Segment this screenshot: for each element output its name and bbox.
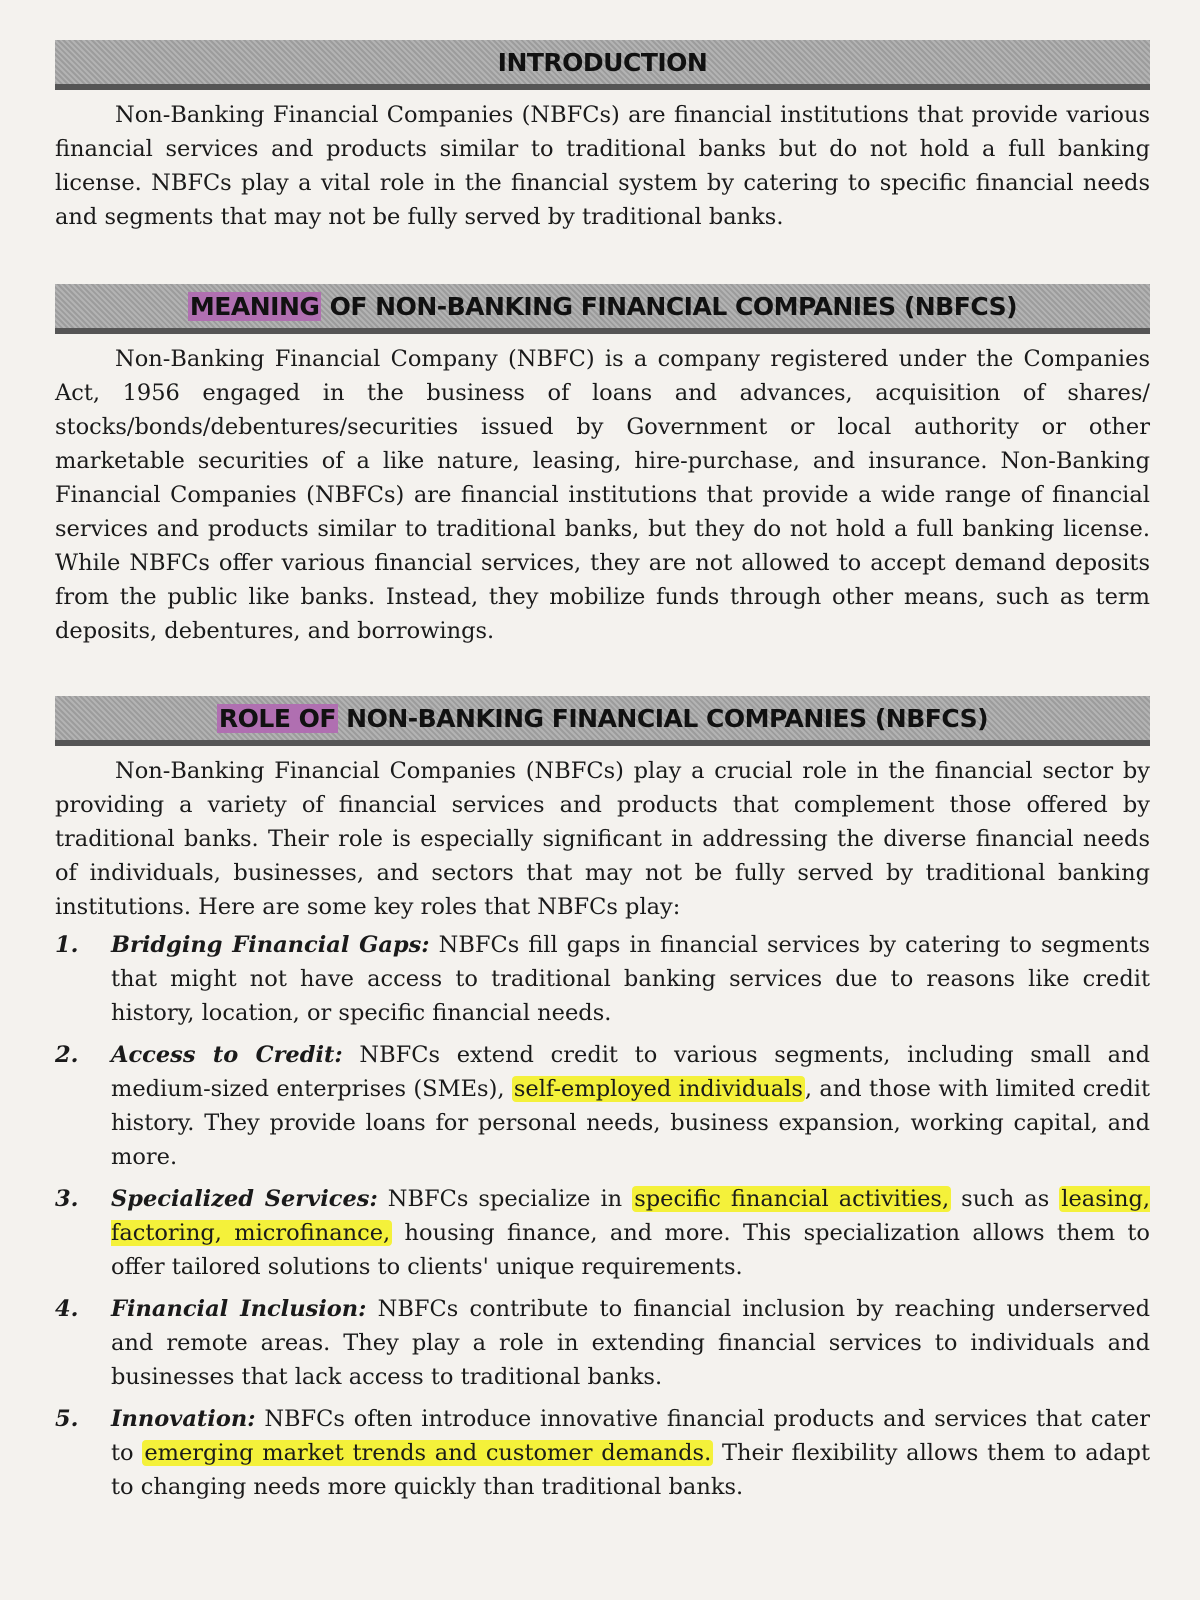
- list-text: housing finance, and more. This specialization allows them to offer tailored solutions to clients' unique requirements.: [111, 1220, 1150, 1280]
- section-title-rest: OF NON-BANKING FINANCIAL COMPANIES (NBFCS): [321, 291, 1018, 321]
- section-header-role: [55, 696, 1150, 746]
- highlight-yellow: leasing, factoring, microfinance,: [111, 1186, 1150, 1246]
- list-text: , and those with limited credit history. They provide loans for personal needs, business expansion, working capital, and more.: [111, 1076, 1151, 1170]
- list-term: Access to Credit:: [111, 1042, 343, 1068]
- list-term: Specialized Services:: [111, 1186, 378, 1212]
- list-text: NBFCs fill gaps in financial services by catering to segments that might not have access to traditional banking services due to reasons like credit history, location, or specific financial needs.: [111, 932, 1150, 1026]
- list-number: 3.: [55, 1186, 79, 1212]
- list-text: such as: [951, 1186, 1060, 1212]
- list-item: [55, 928, 1150, 1030]
- list-term: Bridging Financial Gaps:: [111, 932, 430, 958]
- list-item-body: [111, 1038, 1150, 1174]
- role-list: [55, 928, 1150, 1504]
- intro-paragraph: Non-Banking Financial Companies (NBFCs) are financial institutions that provide various financial services and products similar to traditional banks but do not hold a full banking license. NBFCs play a vital role in the financial system by catering to specific financial needs and segments that may not be fully served by traditional banks.: [55, 102, 1150, 230]
- list-number: 1.: [55, 932, 79, 958]
- highlight-purple: MEANING: [189, 291, 320, 321]
- highlight-yellow: emerging market trends and customer demands.: [144, 1440, 712, 1466]
- section-title-rest: NON-BANKING FINANCIAL COMPANIES (NBFCS): [337, 703, 989, 733]
- list-item: [55, 1182, 1150, 1284]
- list-term: Financial Inclusion:: [111, 1296, 367, 1322]
- list-text: NBFCs extend credit to various segments, including small and medium-sized enterprises (SMEs),: [111, 1042, 1150, 1102]
- list-item: [55, 1402, 1150, 1504]
- highlight-yellow: specific financial activities,: [634, 1186, 950, 1212]
- list-text: NBFCs specialize in: [377, 1186, 633, 1212]
- highlight-purple: ROLE OF: [218, 703, 336, 733]
- list-item-body: [111, 1402, 1150, 1504]
- section-header-introduction: [55, 40, 1150, 90]
- list-text: Their flexibility allows them to adapt to changing needs more quickly than traditional banks.: [111, 1440, 1150, 1500]
- section-title: [188, 292, 1017, 321]
- highlight-yellow: self-employed individuals: [513, 1076, 803, 1102]
- list-item-body: [111, 928, 1150, 1030]
- document-page: [55, 40, 1150, 1512]
- list-text: NBFCs contribute to financial inclusion by reaching underserved and remote areas. They play a role in extending financial services to individuals and businesses that lack access to traditional banks.: [111, 1296, 1150, 1390]
- section-title: [217, 704, 988, 733]
- section-header-meaning: [55, 284, 1150, 334]
- list-number: 4.: [55, 1296, 79, 1322]
- meaning-paragraph: Non-Banking Financial Company (NBFC) is a company registered under the Companies Act, 1956 engaged in the business of loans and advances, acquisition of shares/ stocks/bonds/debentures/securities issued by Government or local authority or other marketable securities of a like nature, leasing, hire-purchase, and insurance. Non-Banking Financial Companies (NBFCs) are financial institutions that provide a wide range of financial services and products similar to traditional banks, but they do not hold a full banking license. While NBFCs offer various financial services, they are not allowed to accept demand deposits from the public like banks. Instead, they mobilize funds through other means, such as term deposits, debentures, and borrowings.: [55, 346, 1150, 644]
- list-item: [55, 1292, 1150, 1394]
- list-item-body: [111, 1292, 1150, 1394]
- list-number: 5.: [55, 1406, 79, 1432]
- list-item: [55, 1038, 1150, 1174]
- role-paragraph: Non-Banking Financial Companies (NBFCs) play a crucial role in the financial sector by providing a variety of financial services and products that complement those offered by traditional banks. Their role is especially significant in addressing the diverse financial needs of individuals, businesses, and sectors that may not be fully served by traditional banking institutions. Here are some key roles that NBFCs play:: [55, 758, 1150, 920]
- list-text: NBFCs often introduce innovative financial products and services that cater to: [111, 1406, 1150, 1466]
- list-term: Innovation:: [111, 1406, 256, 1432]
- list-number: 2.: [55, 1042, 79, 1068]
- list-item-body: [111, 1182, 1150, 1284]
- section-title: INTRODUCTION: [497, 47, 708, 77]
